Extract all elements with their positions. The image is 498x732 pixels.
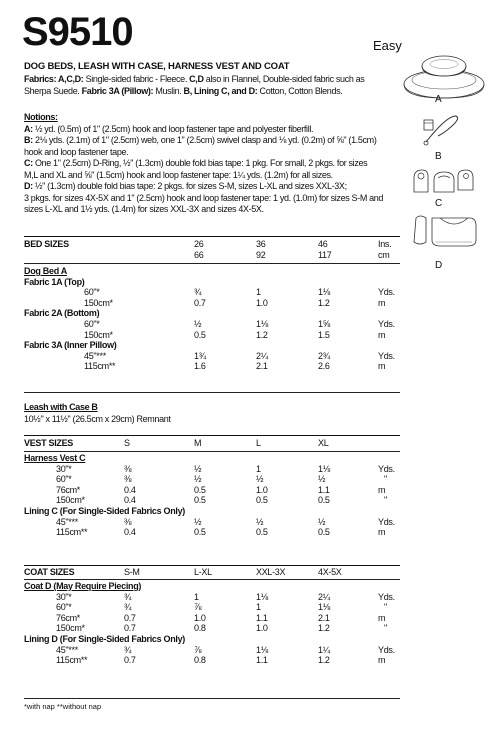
value-cell: 0.5 (194, 495, 206, 506)
vest-size-col: XL (318, 438, 329, 448)
width-cell: 76cm* (56, 484, 81, 495)
bed-size-col: 46 (318, 239, 328, 249)
unit-cell: m (378, 612, 386, 623)
notion-c-label: C: (24, 158, 33, 168)
value-cell: 0.5 (318, 527, 330, 538)
value-cell: 2¼ (256, 350, 268, 361)
bed-body-table (24, 266, 400, 372)
bed-size-col-cm: 66 (194, 249, 204, 260)
unit-cell: " (384, 495, 387, 506)
coat-sizes-heading: COAT SIZES (24, 567, 75, 577)
notion-d-text-3: sizes L-XL and 1½ yds. (1.4m) for sizes XXL-3X and sizes 4X-5X. (24, 204, 264, 214)
group-heading: Coat D (May Require Piecing) (24, 581, 142, 591)
value-cell: ½ (256, 516, 264, 527)
value-cell: 0.8 (194, 623, 206, 634)
notion-d-label: D: (24, 181, 33, 191)
bed-header-rule (24, 263, 400, 264)
figure-c-label: C (435, 198, 443, 209)
table-row (24, 592, 400, 603)
value-cell: 1.2 (256, 329, 268, 340)
group-heading: Harness Vest C (24, 453, 86, 463)
unit-cell: Yds. (378, 644, 395, 655)
value-cell: ⅜ (124, 516, 132, 527)
unit-cell: Yds. (378, 287, 395, 298)
value-cell: ⅞ (194, 644, 202, 655)
value-cell: 1⅝ (318, 318, 330, 329)
table-row (24, 485, 400, 496)
value-cell: 1.1 (256, 612, 268, 623)
vest-header-rule (24, 451, 400, 452)
value-cell: 1.2 (318, 655, 330, 666)
value-cell: 0.5 (256, 495, 268, 506)
value-cell: 1 (256, 463, 261, 474)
value-cell: 1.1 (256, 655, 268, 666)
unit-cell: Yds. (378, 516, 395, 527)
value-cell: 0.5 (194, 329, 206, 340)
value-cell: 1⅛ (318, 287, 330, 298)
table-row (24, 645, 400, 656)
leash-text: 10½" x 11½" (26.5cm x 29cm) Remnant (24, 413, 171, 424)
value-cell: ½ (256, 474, 264, 485)
fabrics-text-3: Sherpa Suede. (24, 85, 82, 96)
figure-d-label: D (435, 260, 443, 271)
value-cell: ⅞ (194, 602, 202, 613)
width-cell: 45"*** (56, 516, 78, 527)
notion-a-label: A: (24, 123, 33, 134)
value-cell: ¾ (124, 644, 132, 655)
notions-paragraph (24, 112, 402, 216)
coat-header-rule (24, 579, 400, 580)
group-heading: Fabric 3A (Inner Pillow) (24, 340, 117, 351)
group-heading: Fabric 1A (Top) (24, 276, 85, 287)
value-cell: ½ (194, 463, 202, 474)
figure-a-label: A (435, 94, 442, 105)
group-heading: Lining C (For Single-Sided Fabrics Only) (24, 505, 186, 516)
unit-cell: Yds. (378, 350, 395, 361)
table-row (24, 319, 400, 330)
value-cell: 0.4 (124, 495, 136, 506)
value-cell: 1.0 (256, 484, 268, 495)
width-cell: 150cm* (84, 329, 113, 340)
footnote: *with nap **without nap (24, 702, 102, 711)
unit-cell: " (384, 474, 387, 485)
value-cell: 1⅛ (318, 602, 330, 613)
value-cell: ¾ (124, 591, 132, 602)
width-cell: 45"*** (84, 350, 106, 361)
value-cell: 1¼ (318, 644, 330, 655)
value-cell: 0.7 (124, 655, 136, 666)
width-cell: 76cm* (56, 612, 81, 623)
value-cell: 1⅛ (256, 591, 268, 602)
value-cell: 0.4 (124, 484, 136, 495)
page-title: DOG BEDS, LEASH WITH CASE, HARNESS VEST AND COAT (24, 61, 290, 72)
value-cell: 1.2 (318, 623, 330, 634)
fabrics-paragraph (24, 74, 404, 97)
value-cell: 2.6 (318, 361, 330, 372)
table-row (24, 655, 400, 666)
value-cell: ½ (318, 474, 326, 485)
value-cell: 1.0 (194, 612, 206, 623)
section-heading: Dog Bed A (24, 266, 67, 276)
leash-heading: Leash with Case B (24, 402, 98, 412)
bed-header-row (24, 239, 400, 250)
bed-size-col-cm: 117 (318, 249, 332, 260)
vest-sizes-table (24, 438, 400, 449)
fabrics-text-2: also in Flannel, Double-sided fabric such as (203, 74, 365, 84)
bed-sizes-table (24, 239, 400, 260)
value-cell: 0.5 (318, 495, 330, 506)
table-row (24, 474, 400, 485)
notions-heading: Notions: (24, 112, 58, 122)
table-row (24, 527, 400, 538)
dog-bed-illustration (402, 38, 486, 106)
value-cell: ⅜ (124, 474, 132, 485)
width-cell: 60"* (84, 287, 100, 298)
value-cell: 2.1 (318, 612, 330, 623)
table-row (24, 351, 400, 362)
width-cell: 150cm* (84, 297, 113, 308)
coat-size-col: L-XL (194, 567, 212, 577)
table-row (24, 330, 400, 341)
leash-block (24, 402, 171, 425)
value-cell: 0.5 (256, 527, 268, 538)
coat-sizes-table (24, 567, 400, 578)
notion-d-text-2: 3 pkgs. for sizes 4X-5X and 1" (2.5cm) hook and loop fastener tape: 1 yd. (1.0m) for sizes S-M and (24, 192, 384, 203)
value-cell: 1.5 (318, 329, 330, 340)
table-row (24, 298, 400, 309)
width-cell: 60"* (84, 318, 100, 329)
value-cell: 1.2 (318, 297, 330, 308)
unit-cell: " (384, 623, 387, 634)
table-row (24, 464, 400, 475)
value-cell: 0.5 (194, 484, 206, 495)
coat-header-row (24, 567, 400, 578)
value-cell: 0.5 (194, 527, 206, 538)
table-row (24, 287, 400, 298)
value-cell: 0.7 (194, 297, 206, 308)
coat-size-col: XXL-3X (256, 567, 286, 577)
unit-cell: m (378, 361, 386, 372)
fabrics-text: Single-sided fabric - Fleece. (83, 74, 190, 84)
value-cell: 1 (256, 287, 261, 298)
fabrics-label-cd: C,D (189, 74, 204, 84)
vest-table-top-rule (24, 435, 400, 436)
value-cell: 1⅛ (318, 463, 330, 474)
notion-d-text: ½" (1.3cm) double fold bias tape: 2 pkgs. for sizes S-M, sizes L-XL and sizes XXL-3X; (32, 181, 347, 191)
vest-header-row (24, 438, 400, 449)
value-cell: 2.1 (256, 361, 268, 372)
leash-illustration (420, 112, 464, 148)
coat-illustration (410, 212, 480, 250)
unit-cell: m (378, 655, 386, 666)
fabrics-label-lining: B, Lining C, and D: (183, 85, 258, 96)
unit-cell: m (378, 484, 386, 495)
harness-vest-illustration (410, 166, 476, 196)
width-cell: 45"*** (56, 644, 78, 655)
value-cell: ⅜ (124, 463, 132, 474)
width-cell: 60"* (56, 474, 72, 485)
vest-sizes-heading: VEST SIZES (24, 438, 74, 448)
value-cell: 1⅛ (256, 318, 268, 329)
width-cell: 150cm* (56, 623, 85, 634)
width-cell: 60"* (56, 602, 72, 613)
group-heading: Fabric 2A (Bottom) (24, 308, 100, 319)
value-cell: 2¾ (318, 350, 330, 361)
bed-unit-col: Ins. (378, 239, 392, 249)
bed-size-col: 36 (256, 239, 266, 249)
notion-c-text: One 1" (2.5cm) D-Ring, ½" (1.3cm) double fold bias tape: 1 pkg. For small, 2 pkgs. for sizes (32, 158, 368, 168)
bed-size-col: 26 (194, 239, 204, 249)
notion-b-text: 2⅛ yds. (2.1m) of 1" (2.5cm) web, one 1" (2.5cm) swivel clasp and ⅛ yd. (0.2m) of ⅝" (1.5cm) (32, 135, 377, 145)
table-row (24, 602, 400, 613)
value-cell: ½ (194, 318, 202, 329)
table-row (24, 623, 400, 634)
value-cell: 1.6 (194, 361, 206, 372)
unit-cell: m (378, 329, 386, 340)
unit-cell: m (378, 527, 386, 538)
value-cell: ¾ (124, 602, 132, 613)
unit-cell: Yds. (378, 318, 395, 329)
width-cell: 30"* (56, 591, 72, 602)
unit-cell: Yds. (378, 463, 395, 474)
table-row (24, 495, 400, 506)
value-cell: 1.0 (256, 623, 268, 634)
bed-table-top-rule (24, 236, 400, 237)
table-row (24, 517, 400, 528)
bed-size-col-cm: 92 (256, 249, 266, 260)
vest-body-table (24, 453, 400, 538)
vest-size-col: S (124, 438, 130, 448)
table-row (24, 361, 400, 372)
vest-size-col: M (194, 438, 202, 448)
width-cell: 115cm** (84, 361, 116, 372)
coat-body-table (24, 581, 400, 666)
group-heading: Lining D (For Single-Sided Fabrics Only) (24, 633, 186, 644)
unit-cell: m (378, 297, 386, 308)
value-cell: 0.7 (124, 612, 136, 623)
value-cell: ½ (318, 516, 326, 527)
fabrics-text-4: Muslin. (153, 85, 184, 96)
value-cell: 0.4 (124, 527, 136, 538)
value-cell: 1 (194, 591, 199, 602)
value-cell: 2¼ (318, 591, 330, 602)
value-cell: ¾ (194, 287, 202, 298)
coat-table-top-rule (24, 565, 400, 566)
value-cell: 1.1 (318, 484, 330, 495)
value-cell: 0.7 (124, 623, 136, 634)
figure-b-label: B (435, 151, 442, 162)
leash-rule (24, 392, 400, 393)
width-cell: 30"* (56, 463, 72, 474)
width-cell: 115cm** (56, 527, 88, 538)
width-cell: 115cm** (56, 655, 88, 666)
vest-size-col: L (256, 438, 261, 448)
notion-b-label: B: (24, 135, 33, 145)
bed-unit-col-cm: cm (378, 249, 390, 260)
footnote-rule (24, 698, 400, 699)
bed-header-row-cm (24, 250, 400, 261)
value-cell: ½ (194, 474, 202, 485)
value-cell: ½ (194, 516, 202, 527)
difficulty-label: Easy (373, 38, 402, 53)
fabrics-text-5: Cotton, Cotton Blends. (257, 85, 343, 96)
unit-cell: Yds. (378, 591, 395, 602)
notion-a-text: ½ yd. (0.5m) of 1" (2.5cm) hook and loop fastener tape and polyester fiberfill. (32, 123, 314, 134)
unit-cell: " (384, 602, 387, 613)
notion-c-text-2: M,L and XL and ⅝" (1.5cm) hook and loop fastener tape: 1¼ yds. (1.2m) for all sizes. (24, 169, 333, 180)
value-cell: 0.8 (194, 655, 206, 666)
width-cell: 150cm* (56, 495, 85, 506)
value-cell: 1.0 (256, 297, 268, 308)
notion-b-text-2: hook and loop fastener tape. (24, 146, 129, 157)
value-cell: 1¾ (194, 350, 206, 361)
table-row (24, 613, 400, 624)
bed-sizes-heading: BED SIZES (24, 239, 69, 249)
fabrics-label-pillow: Fabric 3A (Pillow): (81, 85, 154, 96)
pattern-number: S9510 (22, 10, 133, 54)
coat-size-col: 4X-5X (318, 567, 342, 577)
value-cell: 1⅛ (256, 644, 268, 655)
value-cell: 1 (256, 602, 261, 613)
fabrics-label: Fabrics: A,C,D: (24, 74, 84, 84)
coat-size-col: S-M (124, 567, 140, 577)
